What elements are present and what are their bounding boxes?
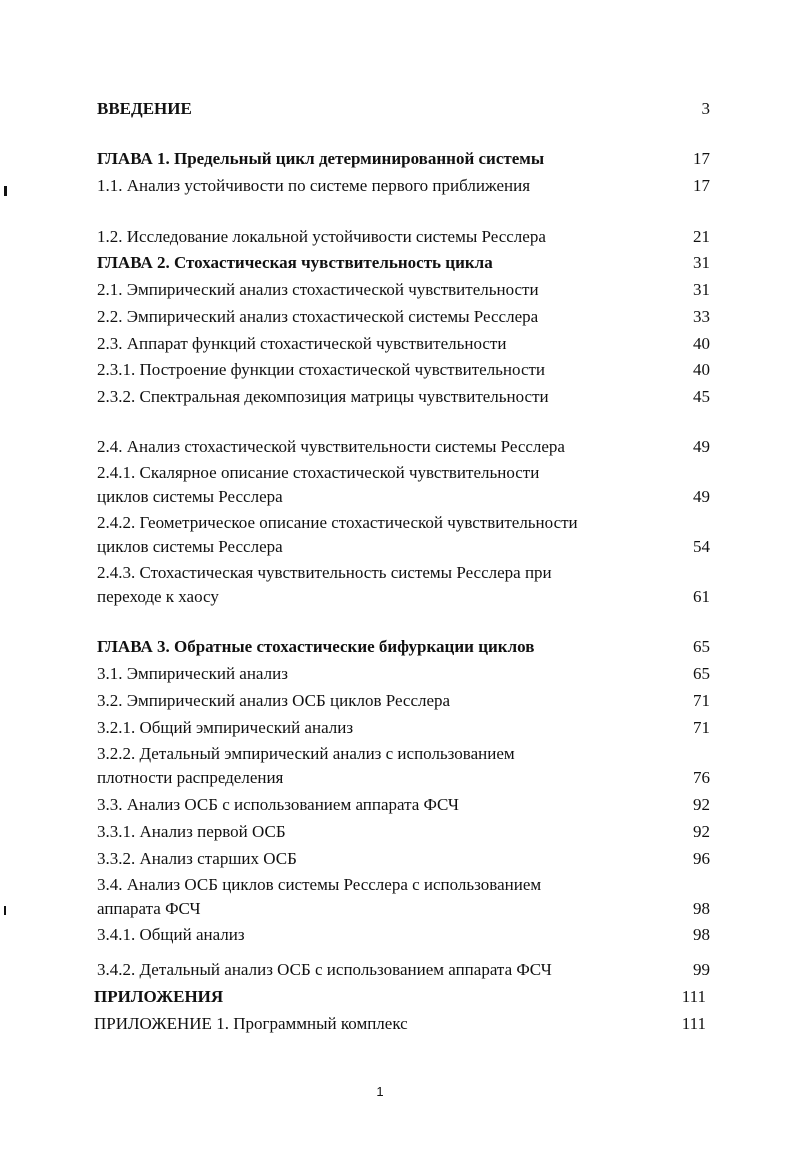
toc-page-number: 98 bbox=[693, 899, 710, 918]
toc-page-number: 49 bbox=[693, 487, 710, 506]
toc-chapter-1: ГЛАВА 1. Предельный цикл детерминированной системы bbox=[97, 149, 545, 168]
toc-page-number: 65 bbox=[693, 637, 710, 656]
page-number: 1 bbox=[376, 1084, 384, 1099]
toc-entry-2-4-2-cont: циклов системы Ресслера bbox=[97, 537, 283, 556]
toc-entry-2-3: 2.3. Аппарат функций стохастической чувствительности bbox=[97, 334, 507, 353]
toc-entry-2-4-3-cont: переходе к хаосу bbox=[97, 587, 219, 606]
toc-entry-3-3-1: 3.3.1. Анализ первой ОСБ bbox=[97, 822, 286, 841]
toc-entry-3-3-2: 3.3.2. Анализ старших ОСБ bbox=[97, 849, 297, 868]
toc-chapter-2: ГЛАВА 2. Стохастическая чувствительность цикла bbox=[97, 253, 493, 272]
toc-page-number: 65 bbox=[693, 664, 710, 683]
toc-page-number: 45 bbox=[693, 387, 710, 406]
toc-entry-2-1: 2.1. Эмпирический анализ стохастической чувствительности bbox=[97, 280, 539, 299]
toc-entry-3-2-2: 3.2.2. Детальный эмпирический анализ с использованием bbox=[97, 744, 515, 763]
toc-entry-1-1: 1.1. Анализ устойчивости по системе первого приближения bbox=[97, 176, 531, 195]
toc-page-number: 76 bbox=[693, 768, 710, 787]
toc-entry-2-4-1: 2.4.1. Скалярное описание стохастической чувствительности bbox=[97, 463, 540, 482]
toc-entry-2-2: 2.2. Эмпирический анализ стохастической системы Ресслера bbox=[97, 307, 539, 326]
toc-page-number: 3 bbox=[701, 99, 710, 118]
toc-entry-2-3-1: 2.3.1. Построение функции стохастической чувствительности bbox=[97, 360, 546, 379]
toc-page-number: 40 bbox=[693, 334, 710, 353]
toc-page-number: 61 bbox=[693, 587, 710, 606]
toc-page-number: 99 bbox=[693, 960, 710, 979]
toc-entry-2-4-2: 2.4.2. Геометрическое описание стохастической чувствительности bbox=[97, 513, 578, 532]
toc-entry-3-4-1: 3.4.1. Общий анализ bbox=[97, 925, 245, 944]
scan-mark bbox=[4, 186, 7, 196]
toc-entry-3-2: 3.2. Эмпирический анализ ОСБ циклов Ресслера bbox=[97, 691, 451, 710]
toc-entry-1-2: 1.2. Исследование локальной устойчивости системы Ресслера bbox=[97, 227, 546, 246]
toc-entry-3-4-cont: аппарата ФСЧ bbox=[97, 899, 201, 918]
toc-entry-3-1: 3.1. Эмпирический анализ bbox=[97, 664, 288, 683]
toc-heading-intro: ВВЕДЕНИЕ bbox=[97, 99, 192, 118]
toc-page-number: 111 bbox=[681, 987, 706, 1006]
toc-page-number: 71 bbox=[693, 691, 710, 710]
toc-entry-3-2-2-cont: плотности распределения bbox=[97, 768, 284, 787]
toc-page-number: 33 bbox=[693, 307, 710, 326]
toc-page-number: 111 bbox=[681, 1014, 706, 1033]
toc-page-number: 49 bbox=[693, 437, 710, 456]
toc-entry-3-2-1: 3.2.1. Общий эмпирический анализ bbox=[97, 718, 354, 737]
toc-entry-2-4: 2.4. Анализ стохастической чувствительности системы Ресслера bbox=[97, 437, 565, 456]
toc-page-number: 21 bbox=[693, 227, 710, 246]
toc-page-number: 71 bbox=[693, 718, 710, 737]
toc-page-number: 17 bbox=[693, 176, 710, 195]
toc-entry-3-4: 3.4. Анализ ОСБ циклов системы Ресслера с использованием bbox=[97, 875, 542, 894]
toc-page-number: 31 bbox=[693, 253, 710, 272]
toc-page-number: 40 bbox=[693, 360, 710, 379]
toc-entry-2-4-1-cont: циклов системы Ресслера bbox=[97, 487, 283, 506]
toc-page-number: 31 bbox=[693, 280, 710, 299]
toc-entry-3-3: 3.3. Анализ ОСБ с использованием аппарата ФСЧ bbox=[97, 795, 459, 814]
toc-page-number: 96 bbox=[693, 849, 710, 868]
toc-page-number: 92 bbox=[693, 822, 710, 841]
toc-entry-3-4-2: 3.4.2. Детальный анализ ОСБ с использованием аппарата ФСЧ bbox=[97, 960, 552, 979]
toc-page-number: 92 bbox=[693, 795, 710, 814]
toc-entry-appendix-1: ПРИЛОЖЕНИЕ 1. Программный комплекс bbox=[94, 1014, 408, 1033]
toc-heading-appendices: ПРИЛОЖЕНИЯ bbox=[94, 987, 224, 1006]
scan-mark bbox=[4, 906, 6, 915]
toc-chapter-3: ГЛАВА 3. Обратные стохастические бифуркации циклов bbox=[97, 637, 535, 656]
toc-page-number: 17 bbox=[693, 149, 710, 168]
toc-page-number: 98 bbox=[693, 925, 710, 944]
toc-page-number: 54 bbox=[693, 537, 710, 556]
toc-entry-2-4-3: 2.4.3. Стохастическая чувствительность системы Ресслера при bbox=[97, 563, 552, 582]
toc-entry-2-3-2: 2.3.2. Спектральная декомпозиция матрицы чувствительности bbox=[97, 387, 549, 406]
